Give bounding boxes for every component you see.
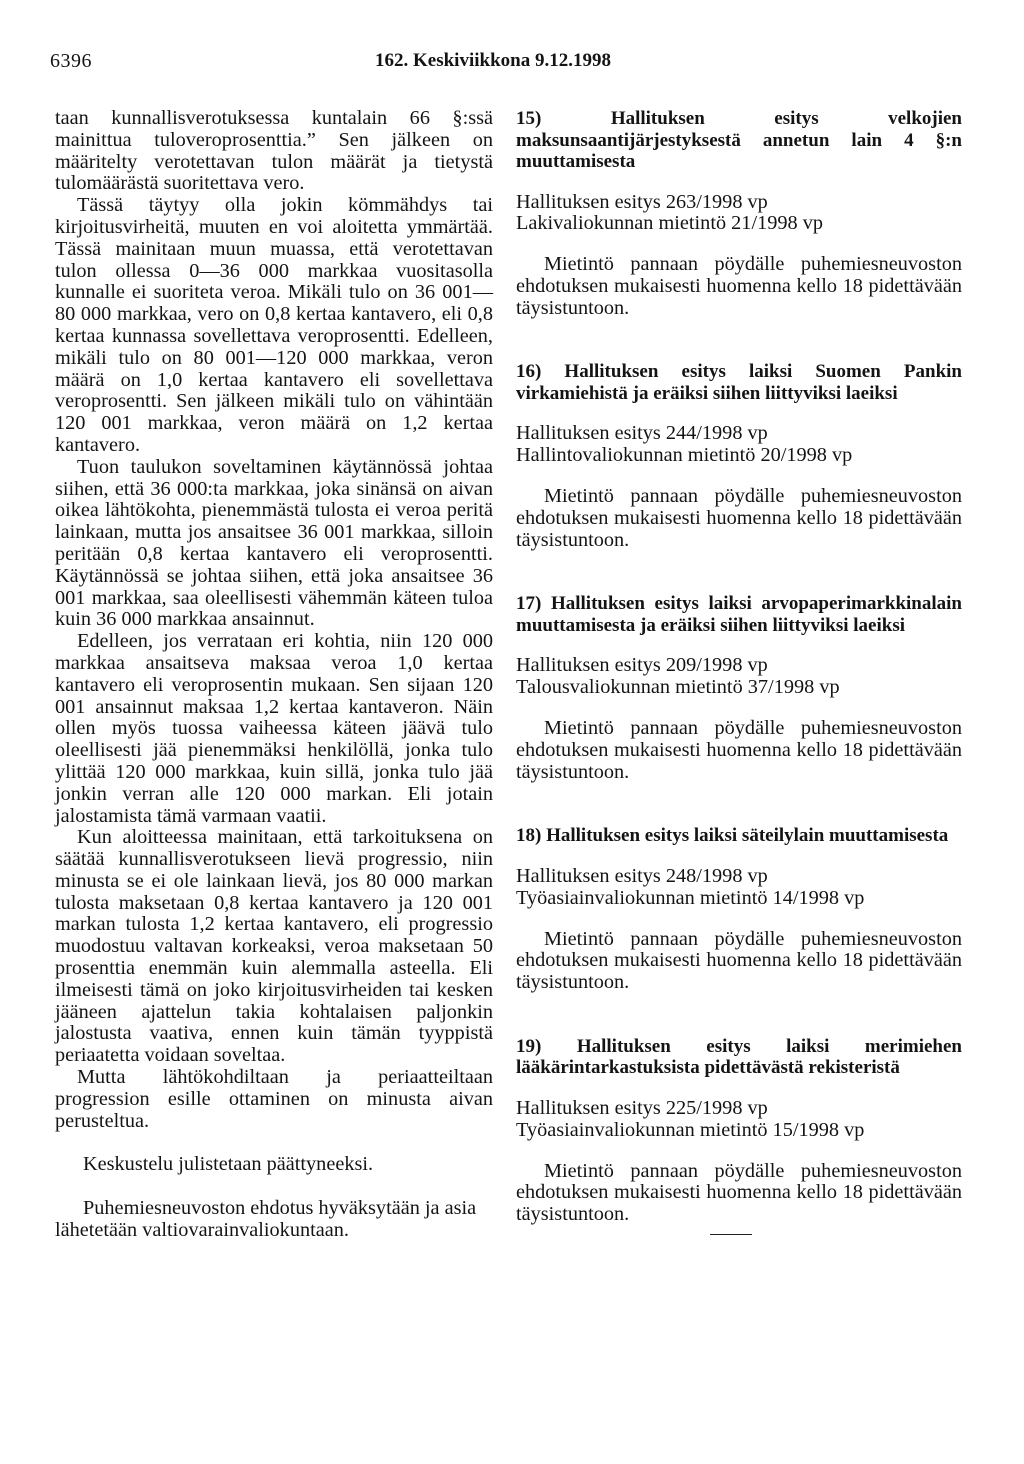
agenda-item-refs	[516, 1098, 962, 1142]
committee-report-ref: Hallintovaliokunnan mietintö 20/1998 vp	[516, 444, 853, 467]
government-proposal-ref: Hallituksen esitys 248/1998 vp	[516, 864, 768, 887]
agenda-item-15	[516, 108, 962, 319]
agenda-item-title: 18) Hallituksen esitys laiksi säteilylain muuttamisesta	[516, 825, 949, 847]
page-number: 6396	[50, 50, 92, 72]
paragraph: taan kunnallisverotuksessa kuntalain 66 §:ssä mainittua tuloveroprosenttia.” Sen jälkeen on määritelty verotettavan tulon määrät ja tietystä tulomäärästä suoritettava vero.	[55, 107, 493, 195]
government-proposal-ref: Hallituksen esitys 263/1998 vp	[516, 190, 768, 213]
government-proposal-ref: Hallituksen esitys 244/1998 vp	[516, 422, 768, 445]
paragraph: Tässä täytyy olla jokin kömmähdys tai kirjoitusvirheitä, muuten en voi aloitetta ymmärtää. Tässä mainitaan muun muassa, että verotettavan tulon ollessa 0—36 000 markkaa vuositasolla kunnalle ei suoriteta veroa. Mikäli tulo on 36 001—80 000 markkaa, vero on 0,8 kertaa kantavero, eli 0,8 kertaa kunnassa sovellettava veroprosentti. Edelleen, mikäli tulo on 80 001—120 000 markkaa, veron määrä on 1,0 kertaa kantavero eli sovellettava veroprosentti. Sen jälkeen mikäli tulo on vähintään 120 001 markkaa, veron määrä on 1,2 kertaa kantavero.	[55, 194, 493, 456]
paragraph: Edelleen, jos verrataan eri kohtia, niin 120 000 markkaa ansaitseva maksaa veroa 1,0 kertaa kantavero eli veroprosentin mukaan. Sen sijaan 120 001 ansainnut maksaa 1,2 kertaa kantaveron. Näin ollen myös tuossa vaiheessa käteen jäävä tulo oleellisesti jää pienemmäksi henkilöllä, jonka tulo ylittää 120 000 markkaa, kuin sillä, jonka tulo jää jonkin verran alle 120 000 markan. Eli jotain jalostamista tämä varmaan vaatii.	[55, 630, 493, 827]
closing-statement: Keskustelu julistetaan päättyneeksi.	[83, 1153, 374, 1176]
paragraph: Kun aloitteessa mainitaan, että tarkoituksena on säätää kunnallisverotukseen lievä progressio, niin minusta se ei ole lainkaan lievä, jos 80 000 markan tulosta maksetaan 0,8 kertaa kantavero ja 120 001 markan tulosta 1,2 kertaa kantavero, eli progressio muodostuu valtavan korkeaksi, veroa maksetaan 50 prosenttia enemmän kuin alemmalla asteella. Eli ilmeisesti tämä on joko kirjoitusvirheiden tai kesken jääneen ajattelun takia kohtalaisen paljonkin jalostusta vaativa, ennen kuin tämän tyyppistä periaatetta voidaan soveltaa.	[55, 826, 493, 1067]
agenda-item-note: Mietintö pannaan pöydälle puhemiesneuvoston ehdotuksen mukaisesti huomenna kello 18 pidettävään täysistuntoon.	[516, 253, 962, 319]
agenda-item-refs	[516, 866, 962, 910]
committee-report-ref: Talousvaliokunnan mietintö 37/1998 vp	[516, 676, 840, 699]
end-rule	[710, 1234, 752, 1235]
agenda-item-19	[516, 1036, 962, 1226]
agenda-item-18	[516, 825, 962, 993]
government-proposal-ref: Hallituksen esitys 209/1998 vp	[516, 654, 768, 677]
paragraph: Mutta lähtökohdiltaan ja periaatteiltaan progression esille ottaminen on minusta aivan perusteltua.	[55, 1066, 493, 1132]
closing-decision: Puhemiesneuvoston ehdotus hyväksytään ja asia lähetetään valtiovarainvaliokuntaan.	[55, 1197, 477, 1242]
agenda-item-note: Mietintö pannaan pöydälle puhemiesneuvoston ehdotuksen mukaisesti huomenna kello 18 pidettävään täysistuntoon.	[516, 1159, 962, 1226]
agenda-item-refs	[516, 655, 962, 699]
agenda-item-refs	[516, 192, 962, 236]
session-header: 162. Keskiviikkona 9.12.1998	[375, 50, 611, 71]
right-column	[516, 108, 962, 1235]
left-column	[55, 108, 493, 1242]
committee-report-ref: Työasiainvaliokunnan mietintö 14/1998 vp	[516, 886, 865, 909]
agenda-item-title: 17) Hallituksen esitys laiksi arvopaperimarkkinalain muuttamisesta ja eräiksi siihen liittyviksi laeiksi	[516, 593, 962, 636]
paragraph: Tuon taulukon soveltaminen käytännössä johtaa siihen, että 36 000:ta markkaa, joka sinänsä on aivan oikea lähtökohta, pienemmästä tulosta ei veroa peritä lainkaan, mutta jos ansaitsee 36 001 markkaa, silloin peritään 0,8 kertaa kantavero eli veroprosentti. Käytännössä se johtaa siihen, että joka ansaitsee 36 001 markkaa, saa oleellisesti vähemmän käteen tuloa kuin 36 000 markkaa ansainnut.	[55, 455, 493, 631]
agenda-item-note: Mietintö pannaan pöydälle puhemiesneuvoston ehdotuksen mukaisesti huomenna kello 18 pidettävään täysistuntoon.	[516, 927, 962, 994]
agenda-item-refs	[516, 423, 962, 467]
government-proposal-ref: Hallituksen esitys 225/1998 vp	[516, 1096, 768, 1119]
committee-report-ref: Lakivaliokunnan mietintö 21/1998 vp	[516, 212, 823, 235]
agenda-item-note: Mietintö pannaan pöydälle puhemiesneuvoston ehdotuksen mukaisesti huomenna kello 18 pidettävään täysistuntoon.	[516, 717, 962, 783]
agenda-item-note: Mietintö pannaan pöydälle puhemiesneuvoston ehdotuksen mukaisesti huomenna kello 18 pidettävään täysistuntoon.	[516, 485, 962, 551]
committee-report-ref: Työasiainvaliokunnan mietintö 15/1998 vp	[516, 1118, 865, 1141]
agenda-item-title: 19) Hallituksen esitys laiksi merimiehen lääkärintarkastuksista pidettävästä rekisteristä	[516, 1035, 962, 1079]
agenda-item-title: 15) Hallituksen esitys velkojien maksunsaantijärjestyksestä annetun lain 4 §:n muuttamisesta	[516, 108, 962, 172]
agenda-item-16	[516, 361, 962, 551]
agenda-item-title: 16) Hallituksen esitys laiksi Suomen Pankin virkamiehistä ja eräiksi siihen liittyviksi laeiksi	[516, 361, 962, 404]
agenda-item-17	[516, 593, 962, 783]
